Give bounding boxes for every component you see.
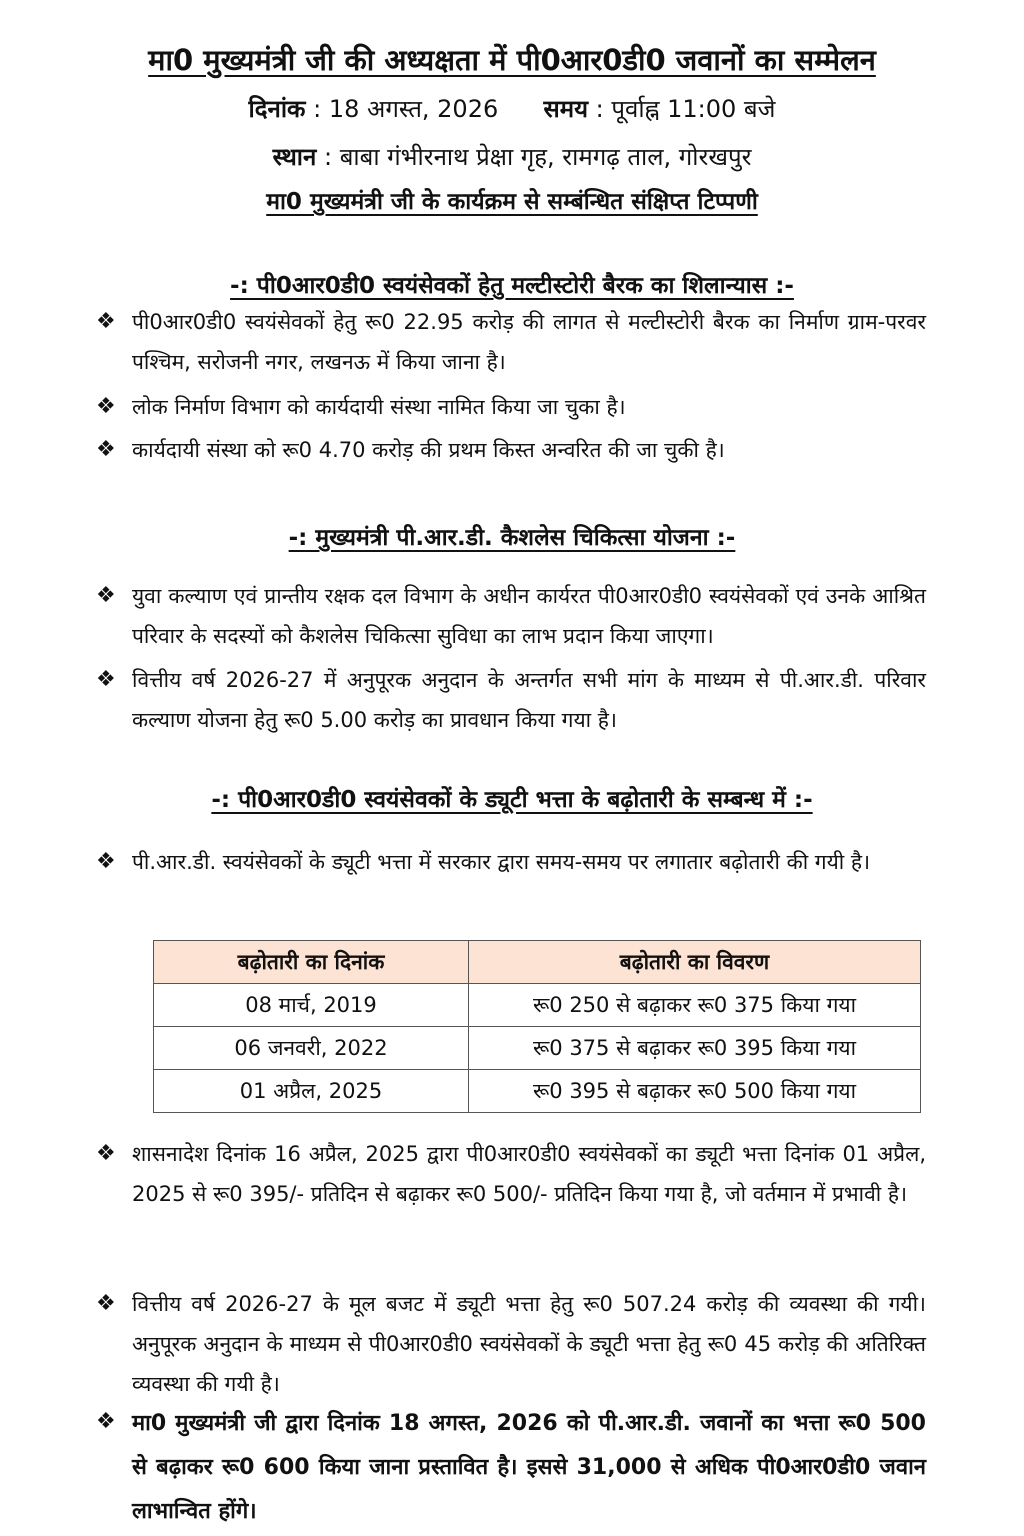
bullet-text: युवा कल्याण एवं प्रान्तीय रक्षक दल विभाग के अधीन कार्यरत पी0आर0डी0 स्वयंसेवकों एवं उनके आश्रित परिवार के सदस्यों को कैशलेस चिकित्सा सुविधा का लाभ प्रदान किया जाएगा। bbox=[132, 584, 926, 648]
list-item bbox=[96, 387, 926, 427]
list-item bbox=[96, 302, 926, 382]
table-cell-details: रू0 375 से बढ़ाकर रू0 395 किया गया bbox=[469, 1027, 921, 1070]
date-time-line bbox=[0, 92, 1024, 125]
bullet-diamond-icon: ❖ bbox=[96, 849, 116, 874]
table-row bbox=[154, 1027, 921, 1070]
list-item bbox=[96, 1134, 926, 1214]
table-row bbox=[154, 1070, 921, 1113]
bullet-diamond-icon: ❖ bbox=[96, 667, 116, 692]
page-subtitle: मा0 मुख्यमंत्री जी के कार्यक्रम से सम्बंन्धित संक्षिप्त टिप्पणी bbox=[266, 189, 758, 215]
time-label: समय bbox=[543, 95, 589, 123]
bullet-text-bold: मा0 मुख्यमंत्री जी द्वारा दिनांक 18 अगस्त, 2026 को पी.आर.डी. जवानों का भत्ता रू0 500 से बढ़ाकर रू0 600 किया जाना प्रस्तावित है। इससे 31,000 से अधिक पी0आर0डी0 जवान लाभान्वित होंगे। bbox=[132, 1411, 926, 1524]
date-separator: : bbox=[313, 95, 322, 123]
bullet-diamond-icon: ❖ bbox=[96, 1409, 116, 1434]
bullet-diamond-icon: ❖ bbox=[96, 394, 116, 419]
list-item bbox=[96, 576, 926, 656]
bullet-text: पी.आर.डी. स्वयंसेवकों के ड्यूटी भत्ता में सरकार द्वारा समय-समय पर लगातार बढ़ोतारी की गयी है। bbox=[132, 850, 871, 874]
section-heading-cashless: -: मुख्यमंत्री पी.आर.डी. कैशलेस चिकित्सा योजना :- bbox=[288, 525, 736, 551]
bullet-text: लोक निर्माण विभाग को कार्यदायी संस्था नामित किया जा चुका है। bbox=[132, 395, 626, 419]
list-item bbox=[96, 660, 926, 740]
allowance-increase-table bbox=[153, 940, 921, 1113]
date-label: दिनांक bbox=[248, 95, 306, 123]
bullet-diamond-icon: ❖ bbox=[96, 437, 116, 462]
list-item bbox=[96, 430, 926, 470]
date-value: 18 अगस्त, 2026 bbox=[328, 95, 499, 123]
bullet-diamond-icon: ❖ bbox=[96, 1141, 116, 1166]
section-heading-barrack: -: पी0आर0डी0 स्वयंसेवकों हेतु मल्टीस्टोरी बैरक का शिलान्यास :- bbox=[230, 273, 794, 299]
list-item bbox=[96, 1284, 926, 1404]
time-separator: : bbox=[595, 95, 604, 123]
bullet-text: वित्तीय वर्ष 2026-27 के मूल बजट में ड्यूटी भत्ता हेतु रू0 507.24 करोड़ की व्यवस्था की गयी। अनुपूरक अनुदान के माध्यम से पी0आर0डी0 स्वयंसेवकों के ड्यूटी भत्ता हेतु रू0 45 करोड़ की अतिरिक्त व्यवस्था की गयी है। bbox=[132, 1292, 926, 1396]
time-value: पूर्वाह्न 11:00 बजे bbox=[611, 95, 776, 123]
bullet-diamond-icon: ❖ bbox=[96, 1291, 116, 1316]
table-cell-details: रू0 250 से बढ़ाकर रू0 375 किया गया bbox=[469, 984, 921, 1027]
list-item bbox=[96, 842, 926, 882]
place-separator: : bbox=[323, 143, 333, 171]
list-item-highlight bbox=[96, 1402, 926, 1534]
table-header-details: बढ़ोतारी का विवरण bbox=[469, 941, 921, 984]
place-line bbox=[0, 140, 1024, 173]
bullet-diamond-icon: ❖ bbox=[96, 309, 116, 334]
table-row bbox=[154, 984, 921, 1027]
table-cell-details: रू0 395 से बढ़ाकर रू0 500 किया गया bbox=[469, 1070, 921, 1113]
table-cell-date: 08 मार्च, 2019 bbox=[154, 984, 469, 1027]
page-title: मा0 मुख्यमंत्री जी की अध्यक्षता में पी0आर0डी0 जवानों का सम्मेलन bbox=[148, 43, 876, 77]
bullet-diamond-icon: ❖ bbox=[96, 583, 116, 608]
table-header-row bbox=[154, 941, 921, 984]
bullet-text: पी0आर0डी0 स्वयंसेवकों हेतु रू0 22.95 करोड़ की लागत से मल्टीस्टोरी बैरक का निर्माण ग्राम-परवर पश्चिम, सरोजनी नगर, लखनऊ में किया जाना है। bbox=[132, 310, 926, 374]
table-header-date: बढ़ोतारी का दिनांक bbox=[154, 941, 469, 984]
bullet-text: शासनादेश दिनांक 16 अप्रैल, 2025 द्वारा पी0आर0डी0 स्वयंसेवकों का ड्यूटी भत्ता दिनांक 01 अप्रैल, 2025 से रू0 395/- प्रतिदिन से बढ़ाकर रू0 500/- प्रतिदिन किया गया है, जो वर्तमान में प्रभावी है। bbox=[132, 1142, 926, 1206]
section-heading-duty-allowance: -: पी0आर0डी0 स्वयंसेवकों के ड्यूटी भत्ता के बढ़ोतारी के सम्बन्ध में :- bbox=[211, 787, 813, 813]
place-value: बाबा गंभीरनाथ प्रेक्षा गृह, रामगढ़ ताल, गोरखपुर bbox=[339, 143, 752, 171]
bullet-text: वित्तीय वर्ष 2026-27 में अनुपूरक अनुदान के अन्तर्गत सभी मांग के माध्यम से पी.आर.डी. परिवार कल्याण योजना हेतु रू0 5.00 करोड़ का प्रावधान किया गया है। bbox=[132, 668, 926, 732]
bullet-text: कार्यदायी संस्था को रू0 4.70 करोड़ की प्रथम किस्त अन्वरित की जा चुकी है। bbox=[132, 438, 725, 462]
place-label: स्थान bbox=[272, 143, 317, 171]
table-cell-date: 06 जनवरी, 2022 bbox=[154, 1027, 469, 1070]
table-cell-date: 01 अप्रैल, 2025 bbox=[154, 1070, 469, 1113]
